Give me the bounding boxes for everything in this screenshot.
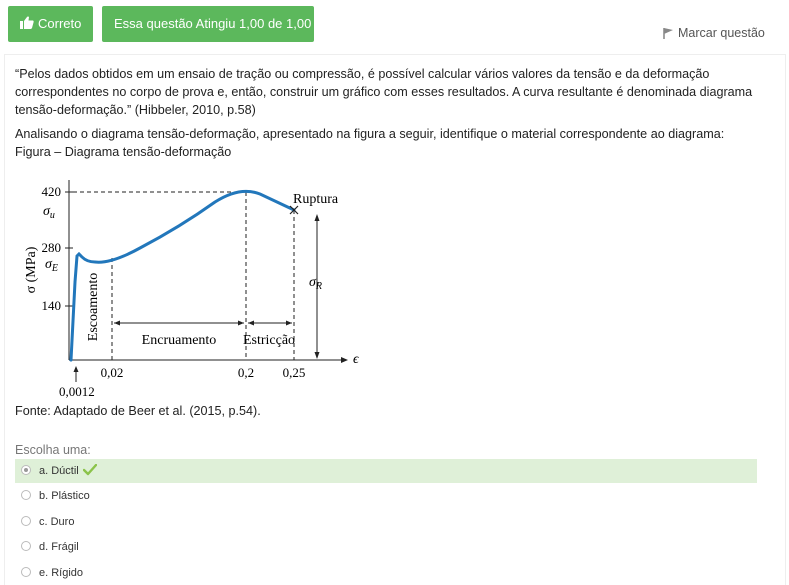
radio-button[interactable] <box>21 541 31 551</box>
question-quote: “Pelos dados obtidos em um ensaio de tração ou compressão, é possível calcular vários valores da tensão e da deformação correspondentes no corpo de prova e, então, construir um gráfico com esses resultados. A curva resultante é denominada diagrama tensão-deformação.” (Hibbeler, 2010, p.58) <box>15 67 753 117</box>
stress-strain-diagram <box>15 172 365 402</box>
option-e[interactable] <box>15 561 757 585</box>
sigma-e-label: $\sigma_E$ <box>45 257 59 274</box>
x-tick-label-small: 0,0012 <box>59 384 95 399</box>
escoamento-label: Escoamento <box>86 272 101 342</box>
figure-caption: Figura – Diagrama tensão-deformação <box>15 145 232 159</box>
option-label: e. Rígido <box>39 567 84 579</box>
option-label: c. Duro <box>39 516 75 528</box>
flag-label: Marcar questão <box>678 26 765 40</box>
correct-label: Correto <box>38 16 82 31</box>
x-tick-label: 0,25 <box>282 365 306 380</box>
radio-button[interactable] <box>21 490 31 500</box>
estriccao-label: Estricção <box>242 333 296 348</box>
flag-question-link[interactable] <box>663 26 765 40</box>
correct-badge <box>8 6 93 42</box>
x-tick-label: 0,2 <box>237 365 255 380</box>
thumbs-up-icon <box>20 16 34 29</box>
y-tick-label: 140 <box>41 298 61 313</box>
option-b[interactable] <box>15 484 757 508</box>
svg-text:σ (MPa): σ (MPa) <box>24 246 39 294</box>
radio-button[interactable] <box>21 516 31 526</box>
rupture-label: Ruptura <box>293 192 339 207</box>
choose-label: Escolha uma: <box>15 443 91 457</box>
option-label: d. Frágil <box>39 541 79 553</box>
x-tick-label: 0,02 <box>100 365 124 380</box>
y-tick-label: 420 <box>41 184 61 199</box>
radio-button[interactable] <box>21 465 31 475</box>
escoamento-label-group <box>86 273 101 341</box>
sigma-u-label: $\sigma_u$ <box>43 204 55 221</box>
option-d[interactable] <box>15 535 757 559</box>
flag-icon <box>663 27 674 39</box>
question-header <box>0 0 789 56</box>
question-instruction-block <box>15 125 775 161</box>
encruamento-label: Encruamento <box>141 333 217 348</box>
sigma-r-label: $\sigma_R$ <box>309 275 323 292</box>
x-axis-arrow <box>341 357 348 363</box>
option-c[interactable] <box>15 510 757 534</box>
figure-source: Fonte: Adaptado de Beer et al. (2015, p.54). <box>15 404 261 418</box>
x-axis-label: ϵ <box>353 352 359 367</box>
y-axis-title <box>24 246 39 293</box>
option-a[interactable] <box>15 459 757 483</box>
question-instruction: Analisando o diagrama tensão-deformação, apresentado na figura a seguir, identifique o material correspondente ao diagrama: <box>15 127 725 141</box>
y-tick-label: 280 <box>41 240 61 255</box>
checkmark-icon <box>83 464 97 476</box>
grade-badge: Essa questão Atingiu 1,00 de 1,00 <box>102 6 314 42</box>
option-label: a. Dúctil <box>39 465 79 477</box>
radio-button[interactable] <box>21 567 31 577</box>
option-label: b. Plástico <box>39 490 90 502</box>
